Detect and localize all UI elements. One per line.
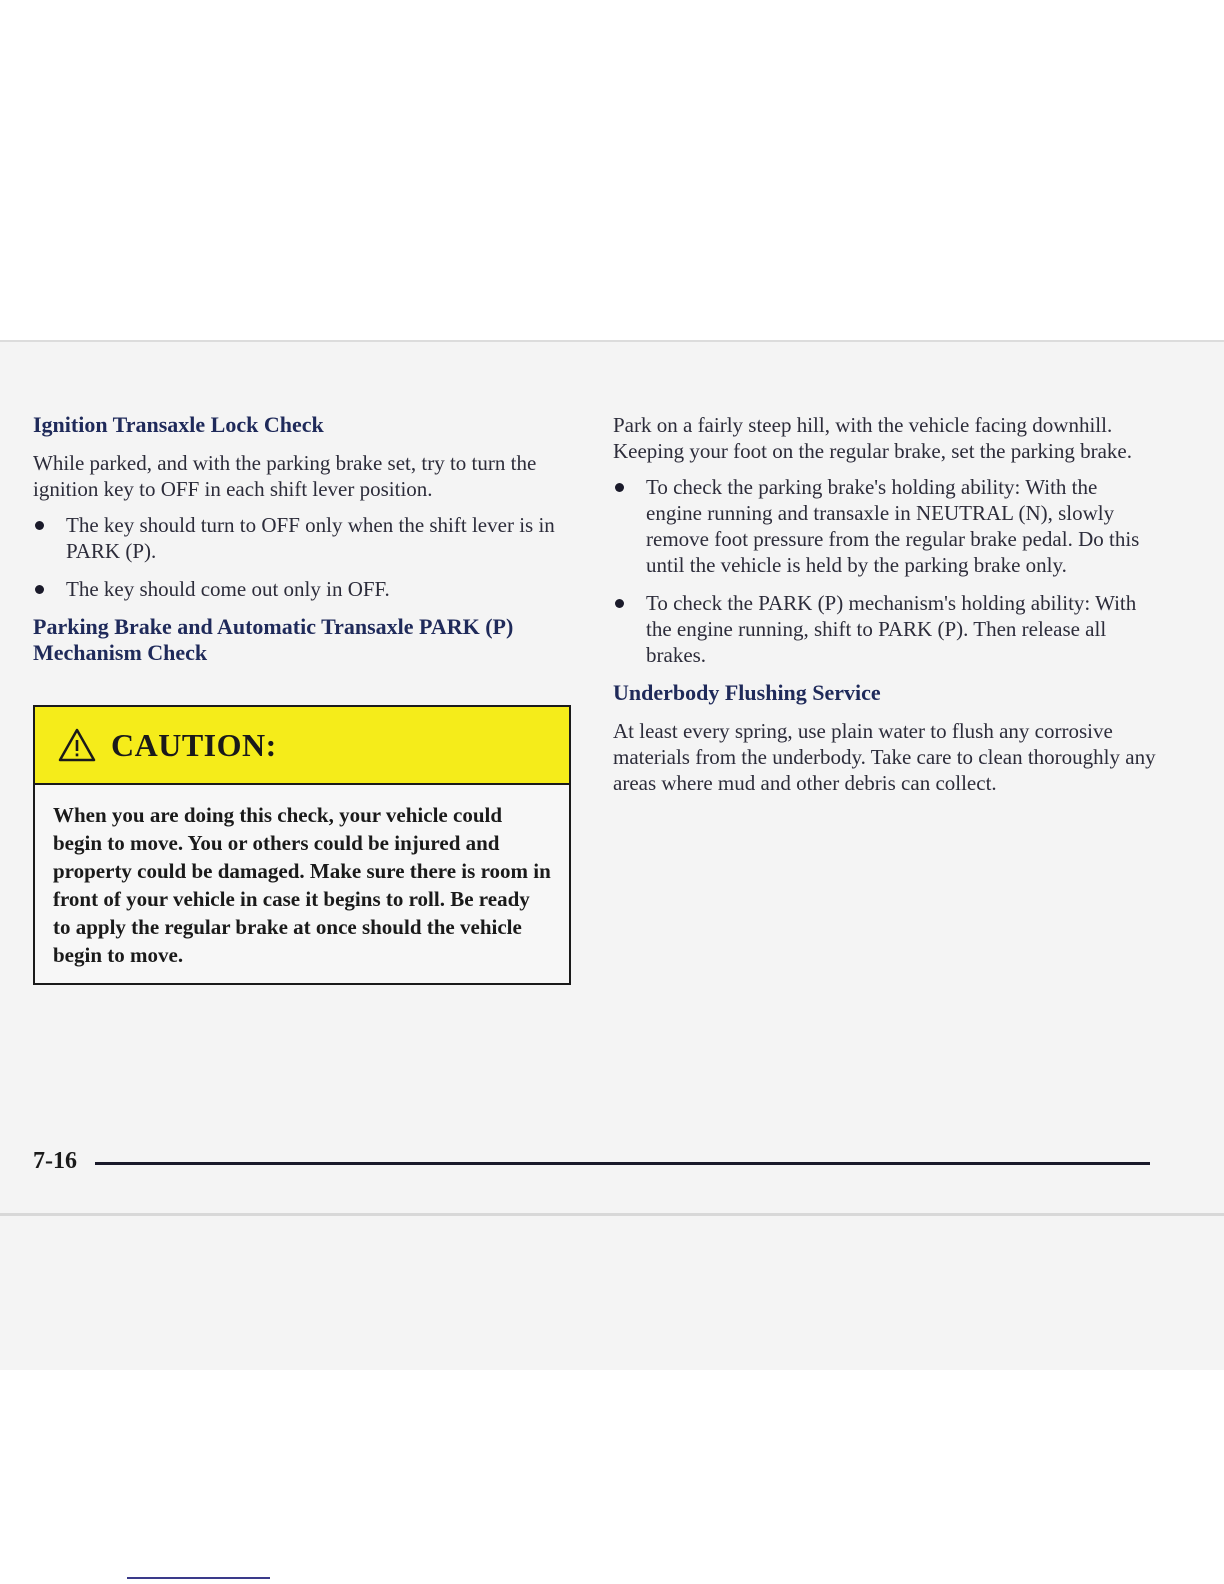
caution-body-text: When you are doing this check, your vehicle could begin to move. You or others could be injured and property could be damaged. Make sure there is room in front of your vehicle in case it begins to roll. Be ready to apply the regular brake at once should the vehicle begin to move. <box>53 803 551 967</box>
hill-test-paragraph: Park on a fairly steep hill, with the vehicle facing downhill. Keeping your foot on the regular brake, set the parking brake. <box>613 413 1132 463</box>
list-item <box>613 590 1158 668</box>
ignition-lock-bullet-list <box>33 512 578 602</box>
section-heading-underbody-flushing: Underbody Flushing Service <box>613 680 881 705</box>
ignition-lock-paragraph: While parked, and with the parking brake set, try to turn the ignition key to OFF in each shift lever position. <box>33 451 537 501</box>
bottom-edge-line <box>127 1577 270 1579</box>
sheet-bottom-edge <box>0 1213 1224 1216</box>
bullet-text: The key should turn to OFF only when the shift lever is in PARK (P). <box>66 513 555 563</box>
bullet-text: To check the PARK (P) mechanism's holding ability: With the engine running, shift to PARK (P). Then release all brakes. <box>646 591 1137 667</box>
holding-ability-bullet-list <box>613 474 1158 668</box>
page-number: 7-16 <box>33 1148 77 1174</box>
list-item <box>33 576 578 602</box>
section-heading-parking-brake: Parking Brake and Automatic Transaxle PARK (P) Mechanism Check <box>33 614 514 665</box>
warning-triangle-icon <box>57 727 97 763</box>
bullet-text: The key should come out only in OFF. <box>66 577 390 601</box>
bullet-icon <box>35 521 44 530</box>
caution-title: CAUTION: <box>111 726 277 763</box>
list-item <box>613 474 1158 578</box>
underbody-flushing-paragraph: At least every spring, use plain water to flush any corrosive materials from the underbody. Take care to clean thoroughly any areas where mud and other debris can collect. <box>613 719 1156 795</box>
caution-box <box>33 705 571 985</box>
bullet-icon <box>615 599 624 608</box>
caution-header <box>35 707 569 785</box>
left-column <box>33 412 578 678</box>
bullet-text: To check the parking brake's holding ability: With the engine running and transaxle in NEUTRAL (N), slowly remove foot pressure from the regular brake pedal. Do this until the vehicle is held by the parking brake only. <box>646 475 1140 577</box>
bullet-icon <box>615 483 624 492</box>
right-column <box>613 412 1158 806</box>
sheet-top-edge <box>0 340 1224 342</box>
section-heading-ignition-lock: Ignition Transaxle Lock Check <box>33 412 324 437</box>
bullet-icon <box>35 585 44 594</box>
list-item <box>33 512 578 564</box>
footer-rule <box>95 1162 1150 1165</box>
